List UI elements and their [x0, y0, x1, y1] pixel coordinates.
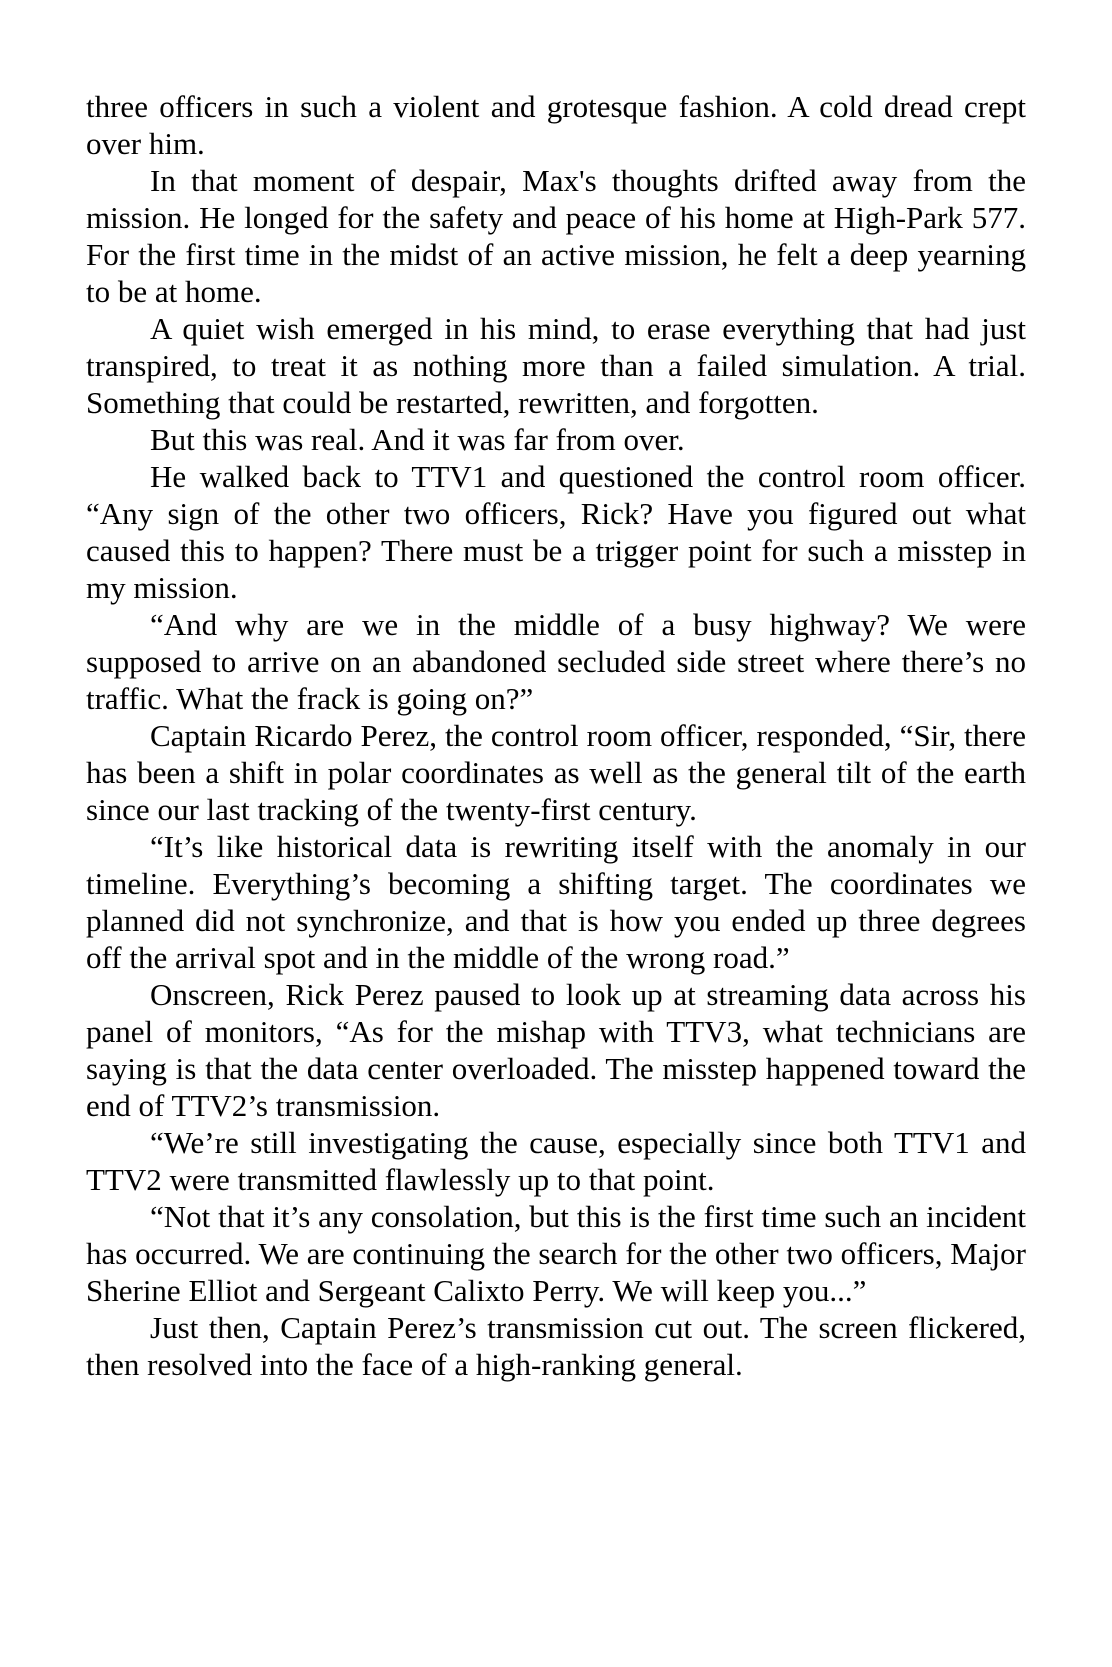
paragraph: Captain Ricardo Perez, the control room officer, responded, “Sir, there has been a shift in polar coordinates as well as the general tilt of the earth since our last tracking of the twenty-first century.: [86, 718, 1026, 827]
page-text: [86, 88, 1026, 1383]
paragraph: “It’s like historical data is rewriting itself with the anomaly in our timeline. Everything’s becoming a shifting target. The coordinates we planned did not synchronize, and that is how you ended up three degrees off the arrival spot and in the middle of the wrong road.”: [86, 829, 1026, 975]
paragraph: Onscreen, Rick Perez paused to look up at streaming data across his panel of monitors, “As for the mishap with TTV3, what technicians are saying is that the data center overloaded. The misstep happened toward the end of TTV2’s transmission.: [86, 977, 1026, 1123]
paragraph: “Not that it’s any consolation, but this is the first time such an incident has occurred. We are continuing the search for the other two officers, Major Sherine Elliot and Sergeant Calixto Perry. We will keep you...”: [86, 1199, 1026, 1308]
paragraph: He walked back to TTV1 and questioned the control room officer. “Any sign of the other two officers, Rick? Have you figured out what caused this to happen? There must be a trigger point for such a misstep in my mission.: [86, 459, 1026, 605]
paragraph: Just then, Captain Perez’s transmission cut out. The screen flickered, then resolved into the face of a high-ranking general.: [86, 1310, 1026, 1382]
paragraph: “We’re still investigating the cause, especially since both TTV1 and TTV2 were transmitted flawlessly up to that point.: [86, 1125, 1026, 1197]
paragraph: “And why are we in the middle of a busy highway? We were supposed to arrive on an abandoned secluded side street where there’s no traffic. What the frack is going on?”: [86, 607, 1026, 716]
paragraph: A quiet wish emerged in his mind, to erase everything that had just transpired, to treat it as nothing more than a failed simulation. A trial. Something that could be restarted, rewritten, and forgotten.: [86, 311, 1026, 420]
paragraph: three officers in such a violent and grotesque fashion. A cold dread crept over him.: [86, 89, 1026, 161]
paragraph: But this was real. And it was far from over.: [150, 422, 685, 457]
paragraph: In that moment of despair, Max's thoughts drifted away from the mission. He longed for the safety and peace of his home at High-Park 577. For the first time in the midst of an active mission, he felt a deep yearning to be at home.: [86, 163, 1026, 309]
